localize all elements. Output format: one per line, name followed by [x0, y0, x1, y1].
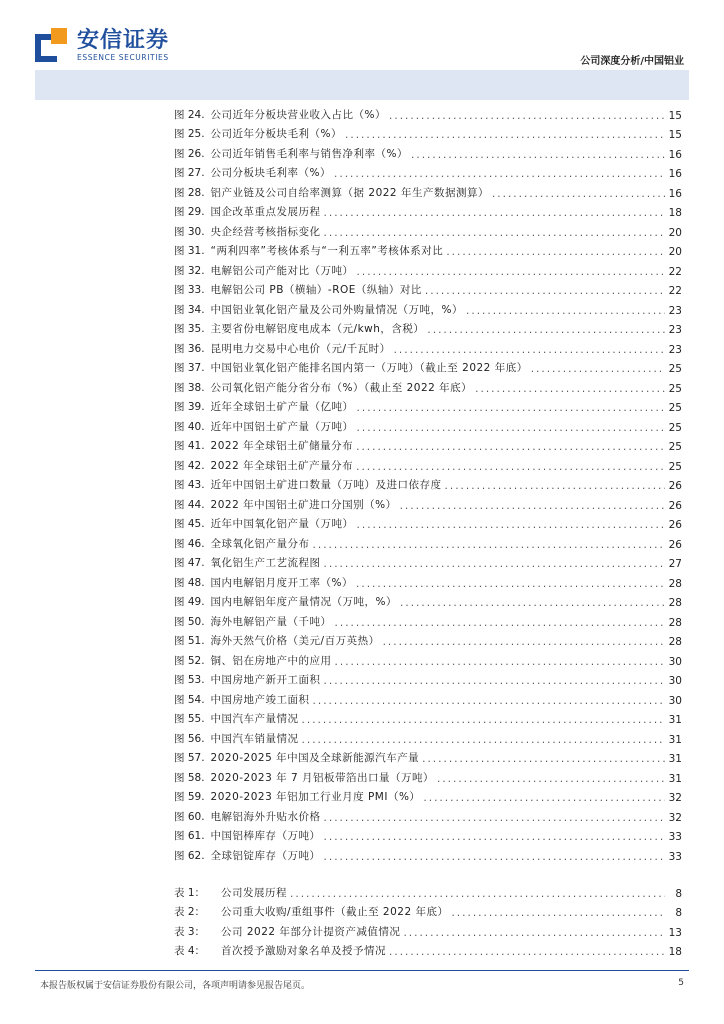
table-entry-number: 表 4：	[174, 945, 206, 957]
figure-entry-title: 国内电解铝月度开工率（%）	[210, 576, 354, 589]
figure-entry-number: 图 58.	[174, 771, 205, 784]
table-entry-leader-dots	[389, 946, 665, 958]
figure-entry[interactable]	[174, 258, 682, 278]
figure-entry-leader-dots	[324, 227, 665, 239]
figure-entry-number: 图 33.	[174, 284, 205, 296]
figure-list	[174, 102, 682, 863]
figure-entry-leader-dots	[357, 519, 665, 531]
figure-entry-title: 近年中国氧化铝产量（万吨）	[210, 518, 354, 530]
figure-entry[interactable]	[174, 453, 682, 473]
figure-entry-number: 图 54.	[174, 693, 205, 706]
figure-entry-leader-dots	[446, 246, 665, 258]
figure-entry[interactable]	[174, 278, 682, 298]
figure-entry-page: 22	[668, 285, 682, 297]
figure-entry[interactable]	[174, 297, 682, 317]
figure-entry-page: 32	[668, 811, 682, 824]
figure-entry-number: 图 26.	[174, 147, 205, 160]
figure-entry[interactable]	[174, 473, 682, 493]
figure-entry-leader-dots	[302, 714, 665, 726]
figure-entry-page: 18	[668, 207, 682, 219]
figure-entry-page: 26	[668, 538, 682, 551]
figure-entry-title: 2020-2023 年铝加工行业月度 PMI（%）	[210, 791, 421, 803]
figure-entry-page: 22	[668, 265, 682, 278]
figure-entry-number: 图 35.	[174, 323, 205, 335]
figure-entry-leader-dots	[411, 149, 665, 161]
figure-entry-page: 25	[668, 460, 682, 473]
figure-entry-number: 图 32.	[174, 264, 205, 277]
figure-entry-leader-dots	[400, 500, 665, 512]
figure-entry[interactable]	[174, 629, 682, 649]
figure-entry-title: 公司分板块毛利率（%）	[210, 167, 332, 179]
figure-entry-title: 2020-2025 年中国及全球新能源汽车产量	[210, 752, 420, 764]
figure-entry-page: 23	[668, 304, 682, 317]
figure-entry-title: 国企改革重点发展历程	[210, 206, 321, 218]
figure-entry-leader-dots	[437, 773, 665, 785]
figure-entry-number: 图 24.	[174, 108, 205, 121]
figure-entry-number: 图 29.	[174, 206, 205, 218]
table-entry-title: 公司发展历程	[221, 886, 288, 899]
figure-entry-leader-dots	[356, 441, 665, 453]
figure-entry-page: 16	[668, 187, 682, 200]
table-entry-page: 8	[675, 907, 682, 919]
figure-entry-page: 32	[668, 792, 682, 804]
figure-entry-title: 2022 年全球铝土矿储量分布	[210, 440, 354, 452]
figure-entry[interactable]	[174, 239, 682, 259]
figure-entry[interactable]	[174, 395, 682, 415]
figure-entry-number: 图 43.	[174, 479, 205, 491]
figure-entry-page: 23	[668, 343, 682, 356]
figure-entry-title: 中国铝业氧化铝产量及公司外购量情况（万吨，%）	[210, 303, 464, 316]
figure-entry-page: 28	[668, 597, 682, 609]
figure-entry-title: 电解铝公司 PB（横轴）-ROE（纵轴）对比	[210, 284, 422, 296]
figure-entry-number: 图 44.	[174, 498, 205, 511]
figure-entry-number: 图 48.	[174, 576, 205, 589]
figure-entry-number: 图 37.	[174, 362, 205, 374]
figure-entry-page: 30	[668, 655, 682, 668]
figure-entry[interactable]	[174, 219, 682, 239]
footer-disclaimer: 本报告版权属于安信证券股份有限公司，各项声明请参见报告尾页。	[40, 981, 311, 991]
figure-entry-page: 25	[668, 363, 682, 375]
figure-entry-leader-dots	[324, 675, 665, 687]
figure-entry-leader-dots	[324, 207, 665, 219]
figure-entry-leader-dots	[422, 753, 665, 765]
figure-entry-leader-dots	[466, 305, 665, 317]
figure-entry-page: 26	[668, 499, 682, 512]
report-type: 公司深度分析/中国铝业	[580, 56, 684, 67]
figure-entry[interactable]	[174, 336, 682, 356]
figure-entry-title: 海外电解铝产量（千吨）	[210, 615, 332, 628]
figure-entry-number: 图 34.	[174, 303, 205, 316]
figure-entry[interactable]	[174, 122, 682, 142]
figure-entry-title: 国内电解铝年度产量情况（万吨，%）	[210, 596, 398, 608]
figure-entry-title: 公司近年分板块毛利（%）	[210, 128, 343, 140]
table-entry[interactable]	[174, 880, 682, 900]
figure-entry-page: 26	[668, 519, 682, 531]
figure-entry-number: 图 40.	[174, 420, 205, 433]
figure-entry-page: 30	[668, 694, 682, 707]
figure-entry-page: 33	[668, 850, 682, 863]
figure-entry-number: 图 47.	[174, 557, 205, 569]
figure-entry-title: 2022 年全球铝土矿产量分布	[210, 459, 354, 472]
figure-entry[interactable]	[174, 141, 682, 161]
figure-entry[interactable]	[174, 843, 682, 863]
figure-entry-number: 图 36.	[174, 342, 205, 355]
table-entry-title: 公司重大收购/重组事件（截止至 2022 年底）	[221, 906, 449, 918]
figure-entry-number: 图 42.	[174, 459, 205, 472]
figure-entry-title: 公司近年分板块营业收入占比（%）	[210, 108, 387, 121]
figure-entry[interactable]	[174, 102, 682, 122]
figure-entry-page: 31	[668, 714, 682, 726]
figure-entry[interactable]	[174, 824, 682, 844]
figure-entry-title: 近年中国铝土矿产量（万吨）	[210, 420, 354, 433]
figure-entry-leader-dots	[357, 402, 665, 414]
figure-entry[interactable]	[174, 726, 682, 746]
table-entry-title: 公司 2022 年部分计提资产减值情况	[221, 925, 401, 938]
figure-entry-number: 图 50.	[174, 615, 205, 628]
figure-entry-number: 图 27.	[174, 167, 205, 179]
figure-entry-number: 图 51.	[174, 635, 205, 647]
figure-entry[interactable]	[174, 512, 682, 532]
figure-entry[interactable]	[174, 551, 682, 571]
figure-entry-leader-dots	[357, 422, 665, 434]
figure-entry-number: 图 28.	[174, 186, 205, 199]
logo-name-en: ESSENCE SECURITIES	[77, 53, 169, 62]
company-logo	[35, 28, 169, 64]
figure-entry-page: 28	[668, 616, 682, 629]
table-entry-number: 表 1：	[174, 886, 206, 899]
figure-entry-leader-dots	[531, 363, 665, 375]
table-entry[interactable]	[174, 900, 682, 920]
figure-entry-title: 中国房地产竣工面积	[210, 693, 310, 706]
figure-entry-number: 图 57.	[174, 752, 205, 764]
figure-entry-leader-dots	[302, 734, 665, 746]
figure-entry-title: 央企经营考核指标变化	[210, 225, 321, 238]
figure-entry-leader-dots	[324, 831, 665, 843]
figure-entry-leader-dots	[335, 617, 665, 629]
figure-entry-title: 氧化铝生产工艺流程图	[210, 557, 321, 569]
logo-name-cn: 安信证券	[77, 28, 170, 53]
figure-entry-number: 图 30.	[174, 225, 205, 238]
table-entry[interactable]	[174, 939, 682, 959]
table-entry-page: 18	[668, 946, 682, 958]
table-entry-number: 表 2：	[174, 906, 206, 918]
table-entry-leader-dots	[451, 907, 665, 919]
figure-entry-page: 16	[668, 168, 682, 180]
figure-entry[interactable]	[174, 590, 682, 610]
figure-entry[interactable]	[174, 785, 682, 805]
figure-entry-page: 33	[668, 831, 682, 843]
figure-entry-leader-dots	[356, 461, 665, 473]
figure-entry[interactable]	[174, 648, 682, 668]
figure-entry-page: 23	[668, 324, 682, 336]
figure-entry-number: 图 55.	[174, 713, 205, 725]
figure-entry-page: 27	[668, 558, 682, 570]
page-number: 5	[678, 978, 684, 988]
figure-entry[interactable]	[174, 707, 682, 727]
figure-entry-leader-dots	[383, 636, 665, 648]
logo-icon	[35, 28, 71, 64]
figure-entry[interactable]	[174, 687, 682, 707]
figure-entry-leader-dots	[345, 129, 665, 141]
figure-entry-title: 近年中国铝土矿进口数量（万吨）及进口依存度	[210, 479, 442, 491]
figure-entry-leader-dots	[492, 188, 665, 200]
figure-entry-number: 图 62.	[174, 849, 205, 862]
figure-entry-number: 图 45.	[174, 518, 205, 530]
figure-entry[interactable]	[174, 492, 682, 512]
figure-entry-leader-dots	[334, 168, 665, 180]
figure-entry-page: 20	[668, 246, 682, 258]
figure-entry-title: 中国房地产新开工面积	[210, 674, 321, 686]
figure-entry-page: 15	[668, 109, 682, 122]
figure-entry-number: 图 60.	[174, 810, 205, 823]
header-band	[35, 70, 689, 100]
figure-entry-number: 图 41.	[174, 440, 205, 452]
figure-entry-title: 中国汽车产量情况	[210, 713, 299, 725]
footer-divider	[35, 970, 689, 971]
figure-entry-number: 图 31.	[174, 245, 205, 257]
table-list	[174, 880, 682, 958]
figure-entry-page: 31	[668, 772, 682, 785]
table-entry-page: 8	[675, 887, 682, 900]
table-entry[interactable]	[174, 919, 682, 939]
figure-entry[interactable]	[174, 531, 682, 551]
figure-entry-page: 16	[668, 148, 682, 161]
figure-entry[interactable]	[174, 609, 682, 629]
figure-entry-leader-dots	[423, 792, 665, 804]
figure-entry-title: 昆明电力交易中心电价（元/千瓦时）	[210, 342, 391, 355]
figure-entry-number: 图 56.	[174, 732, 205, 745]
figure-entry-leader-dots	[400, 597, 665, 609]
figure-entry-leader-dots	[427, 324, 665, 336]
figure-entry-page: 25	[668, 421, 682, 434]
figure-entry-leader-dots	[313, 539, 665, 551]
figure-entry-leader-dots	[335, 656, 665, 668]
figure-entry[interactable]	[174, 180, 682, 200]
figure-entry-leader-dots	[324, 851, 665, 863]
figure-entry-number: 图 39.	[174, 401, 205, 413]
figure-entry-leader-dots	[389, 110, 665, 122]
figure-entry-page: 26	[668, 480, 682, 492]
table-entry-number: 表 3：	[174, 925, 206, 938]
figure-entry-number: 图 61.	[174, 830, 205, 842]
figure-entry-page: 20	[668, 226, 682, 239]
figure-entry[interactable]	[174, 161, 682, 181]
figure-entry-leader-dots	[475, 383, 665, 395]
figure-entry-title: 中国铝业氧化铝产能排名国内第一（万吨）（截止至 2022 年底）	[210, 362, 528, 374]
figure-entry-number: 图 46.	[174, 537, 205, 550]
figure-entry[interactable]	[174, 570, 682, 590]
figure-entry-title: 全球铝锭库存（万吨）	[210, 849, 321, 862]
figure-entry[interactable]	[174, 375, 682, 395]
figure-entry-leader-dots	[394, 344, 665, 356]
figure-entry-title: 铜、铝在房地产中的应用	[210, 654, 332, 667]
figure-entry[interactable]	[174, 414, 682, 434]
figure-entry-page: 25	[668, 382, 682, 395]
figure-entry-title: 中国汽车销量情况	[210, 732, 299, 745]
figure-entry[interactable]	[174, 765, 682, 785]
figure-entry-title: 全球氧化铝产量分布	[210, 537, 310, 550]
figure-entry-title: 主要省份电解铝度电成本（元/kwh，含税）	[210, 323, 425, 335]
figure-entry-number: 图 53.	[174, 674, 205, 686]
figure-entry-number: 图 25.	[174, 128, 205, 140]
figure-entry-page: 31	[668, 733, 682, 746]
figure-entry-page: 15	[668, 129, 682, 141]
figure-entry-page: 30	[668, 675, 682, 687]
figure-entry-page: 31	[668, 753, 682, 765]
figure-entry[interactable]	[174, 200, 682, 220]
figure-entry-page: 28	[668, 577, 682, 590]
figure-entry-title: 电解铝公司产能对比（万吨）	[210, 264, 354, 277]
figure-entry-leader-dots	[425, 285, 665, 297]
figure-entry-page: 28	[668, 636, 682, 648]
figure-entry-title: 中国铝棒库存（万吨）	[210, 830, 321, 842]
figure-entry-page: 25	[668, 441, 682, 453]
figure-entry-title: “两利四率”考核体系与“一利五率”考核体系对比	[210, 245, 444, 257]
figure-entry-title: 2020-2023 年 7 月铝板带箔出口量（万吨）	[210, 771, 434, 784]
figure-entry-leader-dots	[324, 558, 665, 570]
figure-entry-title: 电解铝海外升贴水价格	[210, 810, 321, 823]
figure-entry-title: 公司氧化铝产能分省分布（%）（截止至 2022 年底）	[210, 381, 473, 394]
figure-entry-leader-dots	[313, 695, 665, 707]
figure-entry-title: 近年全球铝土矿产量（亿吨）	[210, 401, 354, 413]
figure-entry[interactable]	[174, 356, 682, 376]
figure-entry-number: 图 38.	[174, 381, 205, 394]
figure-entry-leader-dots	[356, 578, 665, 590]
table-entry-title: 首次授予激励对象名单及授予情况	[221, 945, 387, 957]
figure-entry-number: 图 59.	[174, 791, 205, 803]
table-entry-leader-dots	[290, 888, 665, 900]
figure-entry[interactable]	[174, 746, 682, 766]
figure-entry[interactable]	[174, 434, 682, 454]
figure-entry-title: 海外天然气价格（美元/百万英热）	[210, 635, 380, 647]
table-entry-leader-dots	[403, 927, 665, 939]
figure-entry-leader-dots	[445, 480, 665, 492]
figure-entry[interactable]	[174, 668, 682, 688]
figure-entry-title: 2022 年中国铝土矿进口分国别（%）	[210, 498, 397, 511]
figure-entry-number: 图 52.	[174, 654, 205, 667]
figure-entry-page: 25	[668, 402, 682, 414]
figure-entry-leader-dots	[357, 266, 665, 278]
figure-entry-leader-dots	[324, 812, 665, 824]
figure-entry-title: 铝产业链及公司自给率测算（据 2022 年生产数据测算）	[210, 186, 489, 199]
figure-entry[interactable]	[174, 317, 682, 337]
figure-entry-number: 图 49.	[174, 596, 205, 608]
table-entry-page: 13	[668, 926, 682, 939]
figure-entry-title: 公司近年销售毛利率与销售净利率（%）	[210, 147, 409, 160]
figure-entry[interactable]	[174, 804, 682, 824]
